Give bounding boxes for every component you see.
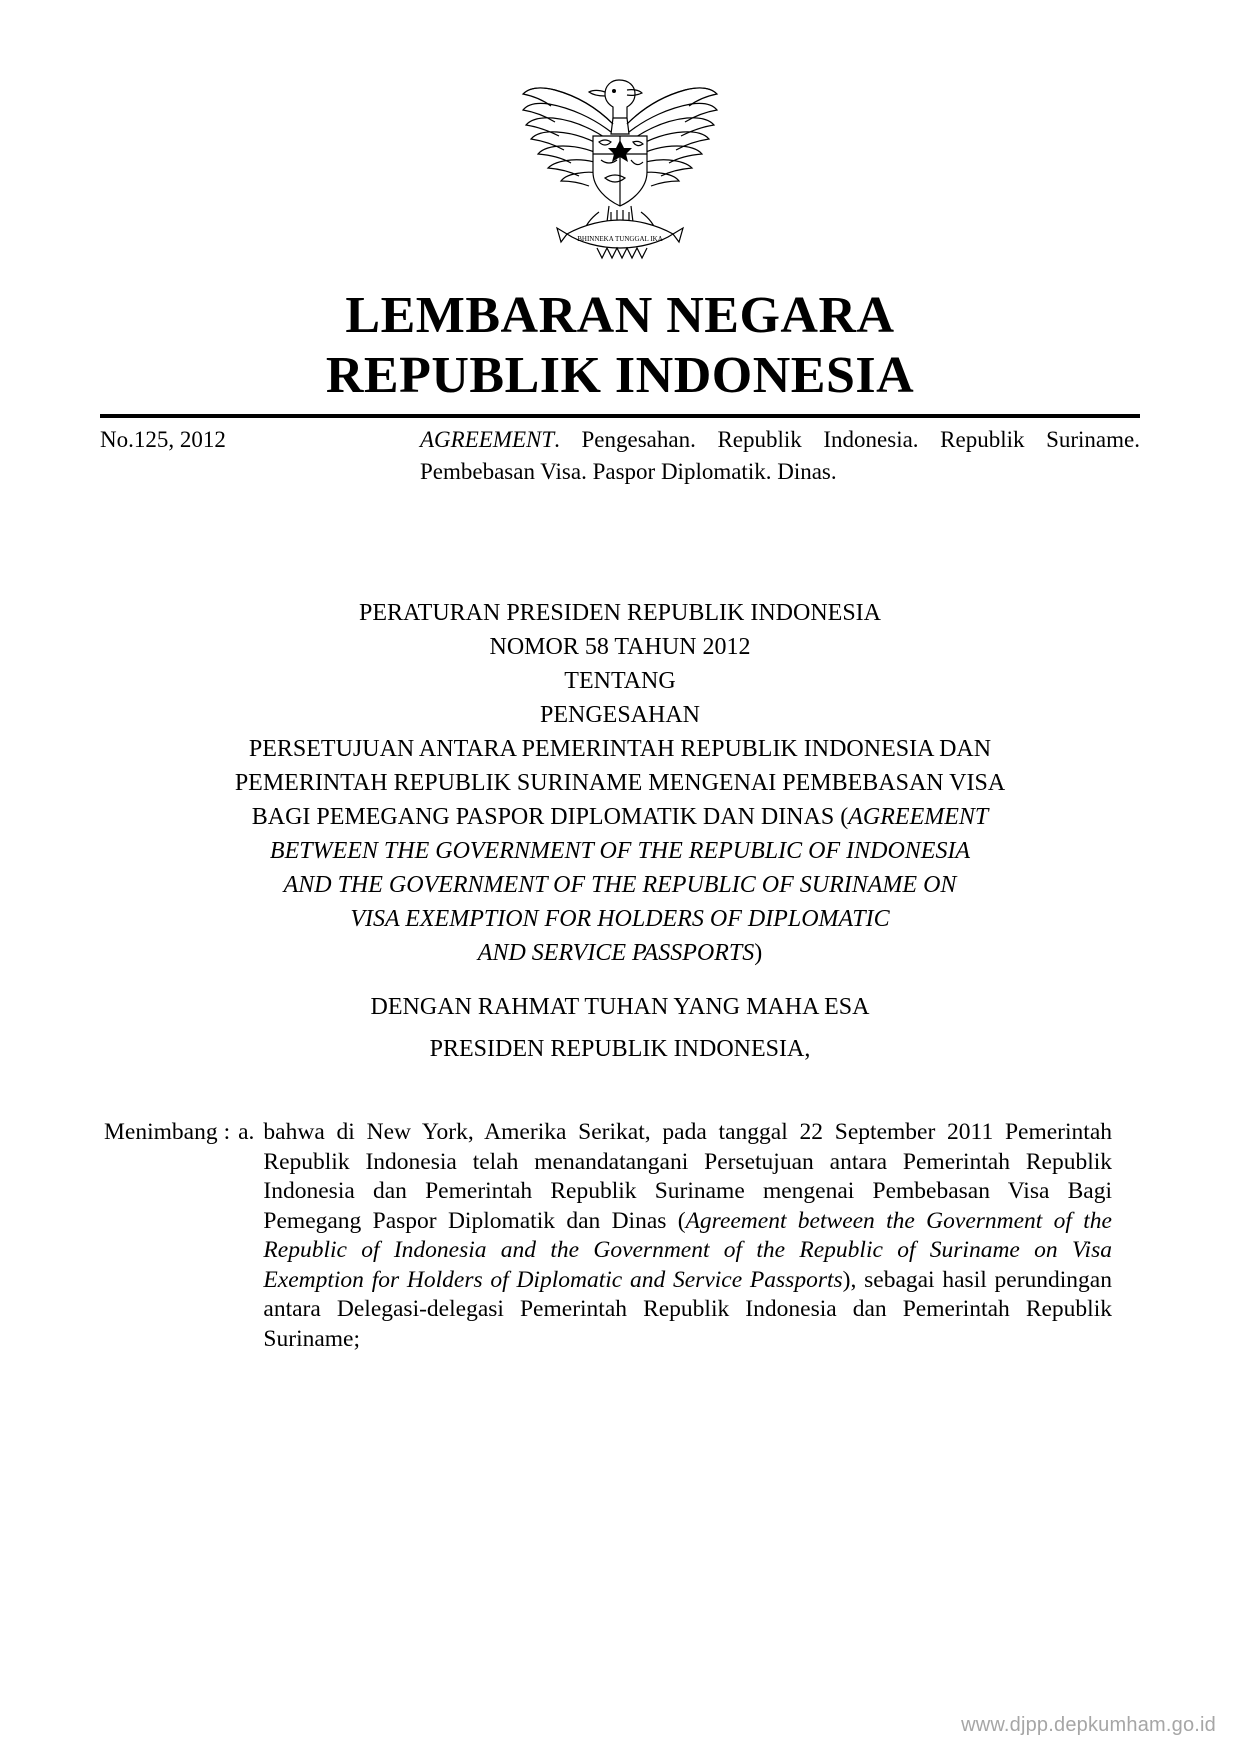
clause-letter: a.	[238, 1119, 255, 1145]
clause-colon: :	[223, 1119, 231, 1145]
body-block	[104, 1118, 1112, 1354]
gazette-subject-italic: AGREEMENT	[420, 427, 555, 452]
clause-text-italic: Agreement between the Government of the Republic of Indonesia and the Government of the Republic of Suriname on Visa Exemption for Holders of Diplomatic and Service Passports	[263, 1207, 1112, 1293]
invocation-block	[70, 986, 1170, 1070]
invocation-line-1: DENGAN RAHMAT TUHAN YANG MAHA ESA	[370, 994, 870, 1020]
gazette-subject	[420, 424, 1140, 488]
title-line-7-italic: AGREEMENT	[848, 804, 989, 830]
clause-text-part-1: bahwa di New York, Amerika Serikat, pada tanggal 22 September 2011 Pemerintah Republik Indonesia telah menandatangani Persetujuan antara Pemerintah Republik Indonesia dan Pemerintah Republik Suriname mengenai Pembebasan Visa Bagi Pemegang Paspor Diplomatik dan Dinas (	[263, 1119, 1112, 1234]
footer-watermark: www.djpp.depkumham.go.id	[961, 1714, 1216, 1736]
garuda-pancasila-emblem	[515, 62, 725, 267]
title-line-3: TENTANG	[564, 668, 676, 694]
title-line-5: PERSETUJUAN ANTARA PEMERINTAH REPUBLIK INDONESIA DAN	[248, 736, 992, 762]
title-line-7-plain: BAGI PEMEGANG PASPOR DIPLOMATIK DAN DINAS (	[251, 804, 849, 830]
gazette-number: No.125, 2012	[100, 427, 226, 452]
invocation-line-2: PRESIDEN REPUBLIK INDONESIA,	[429, 1036, 811, 1062]
clause-label: Menimbang	[104, 1119, 218, 1145]
title-line-8: BETWEEN THE GOVERNMENT OF THE REPUBLIC OF INDONESIA	[269, 838, 971, 864]
title-line-7	[70, 800, 1170, 834]
title-line-11	[70, 936, 1170, 970]
title-line-6: PEMERINTAH REPUBLIK SURINAME MENGENAI PEMBEBASAN VISA	[234, 770, 1006, 796]
title-line-1: PERATURAN PRESIDEN REPUBLIK INDONESIA	[358, 600, 882, 626]
masthead-line-1: LEMBARAN NEGARA	[345, 287, 895, 344]
clause-menimbang	[104, 1118, 1112, 1354]
title-line-11-italic: AND SERVICE PASSPORTS	[477, 940, 755, 966]
header-row	[100, 424, 1140, 488]
clause-text	[263, 1118, 1112, 1354]
masthead	[0, 286, 1240, 406]
clause-text-part-2: ), sebagai hasil perundingan antara Delegasi-delegasi Pemerintah Republik Indonesia dan Pemerintah Republik Suriname;	[263, 1266, 1112, 1352]
title-line-11-close-paren: )	[754, 940, 763, 966]
regulation-title-block	[70, 596, 1170, 970]
title-line-10: VISA EXEMPTION FOR HOLDERS OF DIPLOMATIC	[350, 906, 890, 932]
gazette-subject-rest: . Pengesahan. Republik Indonesia. Republik Suriname. Pembebasan Visa. Paspor Diplomatik. Dinas.	[420, 427, 1140, 484]
emblem-motto-text: BHINNEKA TUNGGAL IKA	[577, 235, 663, 243]
title-line-4: PENGESAHAN	[539, 702, 700, 728]
title-line-9: AND THE GOVERNMENT OF THE REPUBLIC OF SURINAME ON	[283, 872, 957, 898]
emblem-container	[0, 62, 1240, 267]
title-line-2: NOMOR 58 TAHUN 2012	[489, 634, 751, 660]
masthead-divider	[100, 414, 1140, 418]
masthead-line-2: REPUBLIK INDONESIA	[325, 347, 915, 404]
